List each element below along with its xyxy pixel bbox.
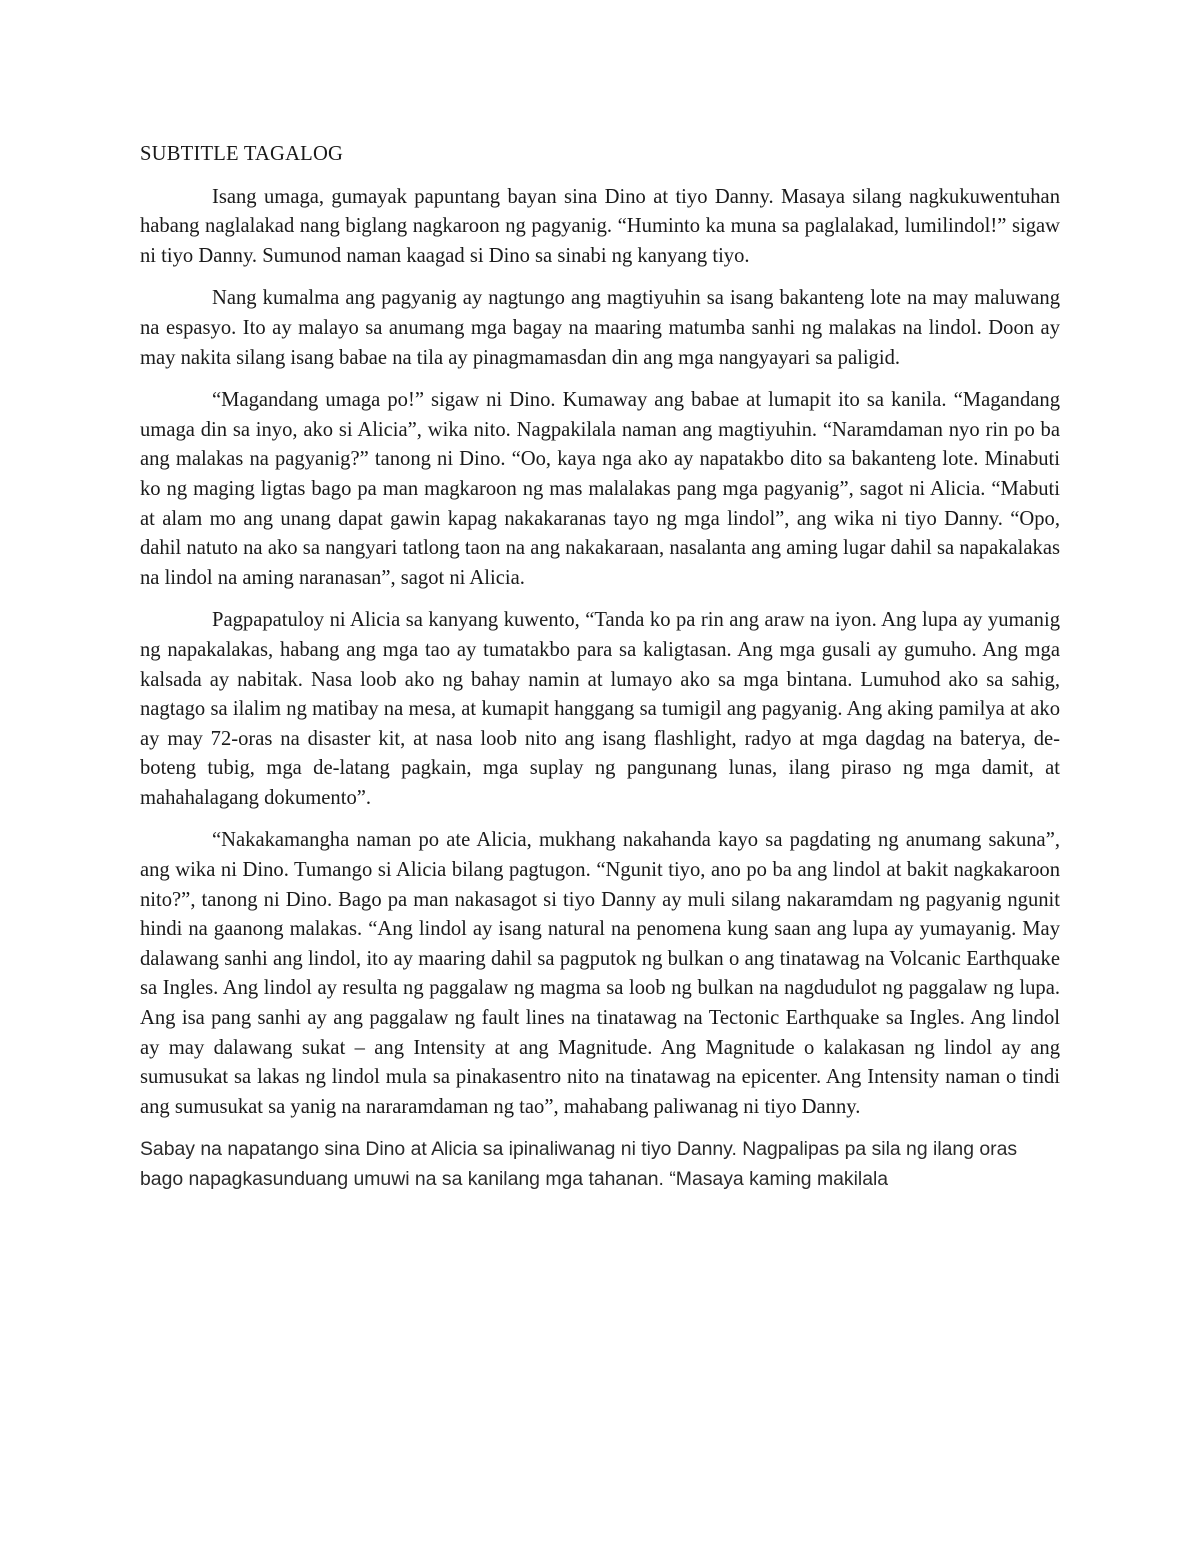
paragraph-1: Isang umaga, gumayak papuntang bayan sina Dino at tiyo Danny. Masaya silang nagkukuwentuhan habang naglalakad nang biglang nagkaroon ng pagyanig. “Huminto ka muna sa paglalakad, lumilindol!” sigaw ni tiyo Danny. Sumunod naman kaagad si Dino sa sinabi ng kanyang tiyo. (140, 185, 1060, 267)
paragraph-4: Pagpapatuloy ni Alicia sa kanyang kuwento, “Tanda ko pa rin ang araw na iyon. Ang lupa ay yumanig ng napakalakas, habang ang mga tao ay tumatakbo para sa kaligtasan. Ang mga gusali ay gumuho. Ang mga kalsada ay nabitak. Nasa loob ako ng bahay namin at lumayo ako sa mga bintana. Lumuhod ako sa sahig, nagtago sa ilalim ng matibay na mesa, at kumapit hanggang sa tumigil ang pagyanig. Ang aking pamilya at ako ay may 72-oras na disaster kit, at nasa loob nito ang isang flashlight, radyo at mga dagdag na baterya, de-boteng tubig, mga de-latang pagkain, mga suplay ng pangunang lunas, ilang piraso ng mga damit, at mahahalagang dokumento”. (140, 609, 1060, 809)
paragraph-2: Nang kumalma ang pagyanig ay nagtungo ang magtiyuhin sa isang bakanteng lote na may maluwang na espasyo. Ito ay malayo sa anumang mga bagay na maaring matumba sanhi ng malakas na lindol. Doon ay may nakita silang isang babae na tila ay pinagmamasdan din ang mga nangyayari sa paligid. (140, 287, 1060, 369)
paragraph-3: “Magandang umaga po!” sigaw ni Dino. Kumaway ang babae at lumapit ito sa kanila. “Magandang umaga din sa inyo, ako si Alicia”, wika nito. Nagpakilala naman ang magtiyuhin. “Naramdaman nyo rin po ba ang malakas na pagyanig?” tanong ni Dino. “Oo, kaya nga ako ay napatakbo dito sa bakanteng lote. Minabuti ko ng maging ligtas bago pa man magkaroon ng mas malalakas pang mga pagyanig”, sagot ni Alicia. “Mabuti at alam mo ang unang dapat gawin kapag nakakaranas tayo ng mga lindol”, ang wika ni tiyo Danny. “Opo, dahil natuto na ako sa nangyari tatlong taon na ang nakakaraan, nasalanta ang aming lugar dahil sa napakalakas na lindol na aming naranasan”, sagot ni Alicia. (140, 389, 1060, 589)
document-title: SUBTITLE TAGALOG (140, 143, 344, 165)
paragraph-6: Sabay na napatango sina Dino at Alicia sa ipinaliwanag ni tiyo Danny. Nagpalipas pa sila ng ilang oras bago napagkasunduang umuwi na sa kanilang mga tahanan. “Masaya kaming makilala (140, 1138, 1018, 1190)
document-body (140, 140, 1060, 1208)
paragraph-5: “Nakakamangha naman po ate Alicia, mukhang nakahanda kayo sa pagdating ng anumang sakuna”, ang wika ni Dino. Tumango si Alicia bilang pagtugon. “Ngunit tiyo, ano po ba ang lindol at bakit nagkakaroon nito?”, tanong ni Dino. Bago pa man nakasagot si tiyo Danny ay muli silang nakaramdam ng pagyanig ngunit hindi na gaanong malakas. “Ang lindol ay isang natural na penomena kung saan ang lupa ay yumayanig. May dalawang sanhi ang lindol, ito ay maaring dahil sa pagputok ng bulkan o ang tinatawag na Volcanic Earthquake sa Ingles. Ang lindol ay resulta ng paggalaw ng magma sa loob ng bulkan na nagdudulot ng paggalaw ng lupa. Ang isa pang sanhi ay ang paggalaw ng fault lines na tinatawag na Tectonic Earthquake sa Ingles. Ang lindol ay may dalawang sukat – ang Intensity at ang Magnitude. Ang Magnitude o kalakasan ng lindol ay ang sumusukat sa lakas ng lindol mula sa pinakasentro nito na tinatawag na epicenter. Ang Intensity naman o tindi ang sumusukat sa yanig na nararamdaman ng tao”, mahabang paliwanag ni tiyo Danny. (140, 829, 1060, 1118)
